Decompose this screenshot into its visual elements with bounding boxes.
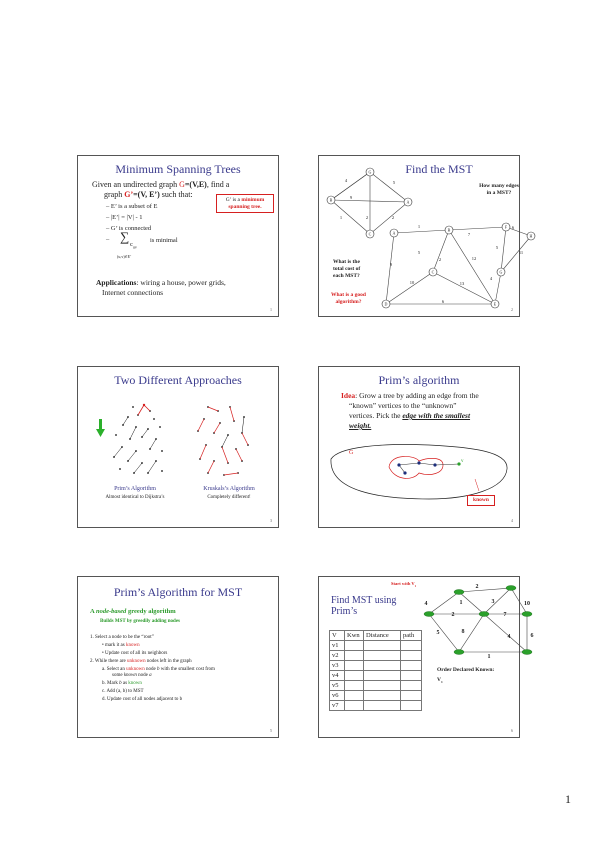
weight: 6 — [530, 633, 534, 639]
bullet-connected: – G’ is connected — [106, 225, 152, 232]
prim-label: Prim’s Algorithm — [114, 486, 156, 492]
slide-number: 2 — [511, 307, 513, 312]
slide-number: 5 — [270, 728, 272, 733]
small-node-a: A — [406, 199, 410, 205]
node-g: G — [499, 269, 503, 275]
order-value: $V_1$ — [437, 677, 443, 685]
bullet-sum: – — [106, 236, 110, 243]
weight: 5 — [392, 180, 396, 185]
arrow-down-icon — [96, 419, 105, 437]
bullet-subset: – E’ is a subset of E — [106, 203, 158, 210]
bullet-size: – |E’| = |V| - 1 — [106, 214, 143, 221]
node-b: B — [447, 227, 451, 233]
step-1a: • mark it as known — [102, 643, 140, 648]
weight: 1 — [339, 215, 343, 220]
weight: 7 — [467, 232, 471, 237]
node-h: H — [529, 233, 533, 239]
sum-variable: $c_{uv}$ — [130, 241, 137, 250]
table-row: v6 — [330, 691, 422, 701]
table-row: v3 — [330, 661, 422, 671]
slide-prims-algorithm — [318, 366, 520, 528]
step-1b: • Update cost of all its neighbors — [102, 651, 168, 656]
slide-find-mst-prims — [318, 576, 534, 738]
slide-number: 4 — [511, 518, 513, 523]
slide-minimum-spanning-trees — [77, 155, 279, 317]
step-2a-cont: some known node a — [112, 673, 152, 678]
slide-two-approaches — [77, 366, 279, 528]
slide-title: Two Different Approaches — [114, 373, 242, 387]
prim-sub: Almost identical to Dijkstra’s — [105, 495, 165, 500]
weight: 6 — [441, 299, 445, 304]
step-2: 2. While there are unknown nodes left in the graph — [90, 659, 192, 664]
start-label: Start with $V_1$ — [391, 581, 417, 588]
header-distance: Distance — [364, 631, 401, 641]
weight: 2 — [365, 215, 369, 220]
known-callout: known — [467, 495, 495, 506]
weight: 12 — [471, 256, 477, 261]
weight: 3 — [491, 599, 495, 605]
definition-line: Given an undirected graph G=(V,E), find a — [92, 180, 230, 189]
minimal-text: is minimal — [150, 237, 178, 244]
step-list — [90, 634, 215, 704]
slide-prims-algorithm-mst — [77, 576, 279, 738]
slide-title: Minimum Spanning Trees — [115, 162, 241, 176]
step-2a: a. Select an unknown node b with the smallest cost from — [102, 667, 215, 672]
kruskal-dots — [197, 406, 249, 476]
kruskal-sub: Completely different! — [207, 495, 251, 500]
page-number: 1 — [565, 792, 571, 806]
sum-range: (u,v)∈E’ — [117, 254, 132, 259]
slide-title: Find the MST — [405, 162, 473, 176]
table-row: v1 — [330, 641, 422, 651]
question-algorithm: What is a good algorithm? — [331, 292, 366, 305]
approach-illustrations — [78, 367, 278, 527]
weight: 2 — [391, 215, 395, 220]
weight: 9 — [389, 262, 393, 267]
weight: 6 — [511, 225, 515, 230]
definition-line-2: graph G’=(V, E’) such that: — [104, 190, 193, 199]
weight: 7 — [503, 612, 507, 618]
order-label: Order Declared Known: — [437, 667, 495, 673]
weight: 1 — [459, 600, 463, 606]
weight: 4 — [489, 276, 493, 281]
weight: 2 — [438, 257, 442, 262]
v-label: v — [461, 459, 464, 464]
kruskal-label: Kruskals’s Algorithm — [203, 486, 255, 492]
weight: 1 — [487, 654, 491, 660]
table-row: v7 — [330, 701, 422, 711]
step-2c: c. Add (a, b) to MST — [102, 689, 144, 694]
small-node-c: C — [368, 231, 372, 237]
header-v: V — [330, 631, 345, 641]
step-1: 1. Select a node to be the “root” — [90, 635, 154, 640]
table-row: v2 — [330, 651, 422, 661]
header-path: path — [401, 631, 422, 641]
greedy-subtitle: A node-based greedy algorithm — [90, 608, 176, 615]
sum-symbol: ∑ — [120, 229, 130, 244]
small-node-b: B — [329, 197, 333, 203]
slide-number: 6 — [511, 728, 513, 733]
weight: 5 — [436, 630, 440, 636]
question-edges: How many edges in a MST? — [479, 183, 519, 196]
node-a: A — [392, 230, 396, 236]
node-e: E — [493, 301, 497, 307]
slide-title: Prim’s algorithm — [378, 373, 460, 387]
slide-number: 3 — [270, 518, 272, 523]
slide-title: Find MST using Prim’s — [331, 595, 397, 617]
greedy-subtitle-2: Builds MST by greedily adding nodes — [100, 619, 180, 624]
weight: 5 — [495, 245, 499, 250]
idea-text: Idea: Grow a tree by adding an edge from the “known” vertices to the “unknown” vertices. Pick the edge with the smallest weight. — [341, 391, 479, 430]
table-header-row — [330, 631, 422, 641]
weight: 11 — [518, 250, 524, 255]
mst-callout: G’ is a minimum spanning tree. — [216, 194, 274, 213]
applications-text-2: Internet connections — [102, 288, 164, 297]
slide-number: 1 — [270, 307, 272, 312]
weight: 10 — [524, 601, 530, 607]
weight: 8 — [461, 629, 465, 635]
slide-find-the-mst — [318, 155, 533, 317]
applications-text: Applications: wiring a house, power grids, — [96, 278, 226, 287]
weight: 5 — [417, 250, 421, 255]
weight: 10 — [409, 280, 415, 285]
header-kwn: Kwn — [345, 631, 364, 641]
question-total-cost: What is the total cost of each MST? — [333, 259, 361, 279]
table-row: v5 — [330, 681, 422, 691]
table-row: v4 — [330, 671, 422, 681]
node-f: F — [504, 224, 508, 230]
weight: 9 — [349, 195, 353, 200]
weight: 13 — [459, 281, 465, 286]
step-2b: b. Mark b as known — [102, 681, 142, 686]
node-c: C — [431, 269, 435, 275]
node-d: D — [384, 301, 388, 307]
weight: 2 — [475, 584, 479, 590]
slide-title: Prim’s Algorithm for MST — [113, 585, 243, 599]
weight: 4 — [344, 178, 348, 183]
weight: 2 — [451, 612, 455, 618]
weight: 4 — [424, 601, 428, 607]
step-2d: d. Update cost of all nodes adjacent to b — [102, 697, 183, 702]
prim-table — [329, 630, 422, 711]
weight: 4 — [507, 634, 511, 640]
g-label: G — [349, 450, 354, 456]
weight: 1 — [417, 224, 421, 229]
small-node-g: G — [368, 169, 372, 175]
